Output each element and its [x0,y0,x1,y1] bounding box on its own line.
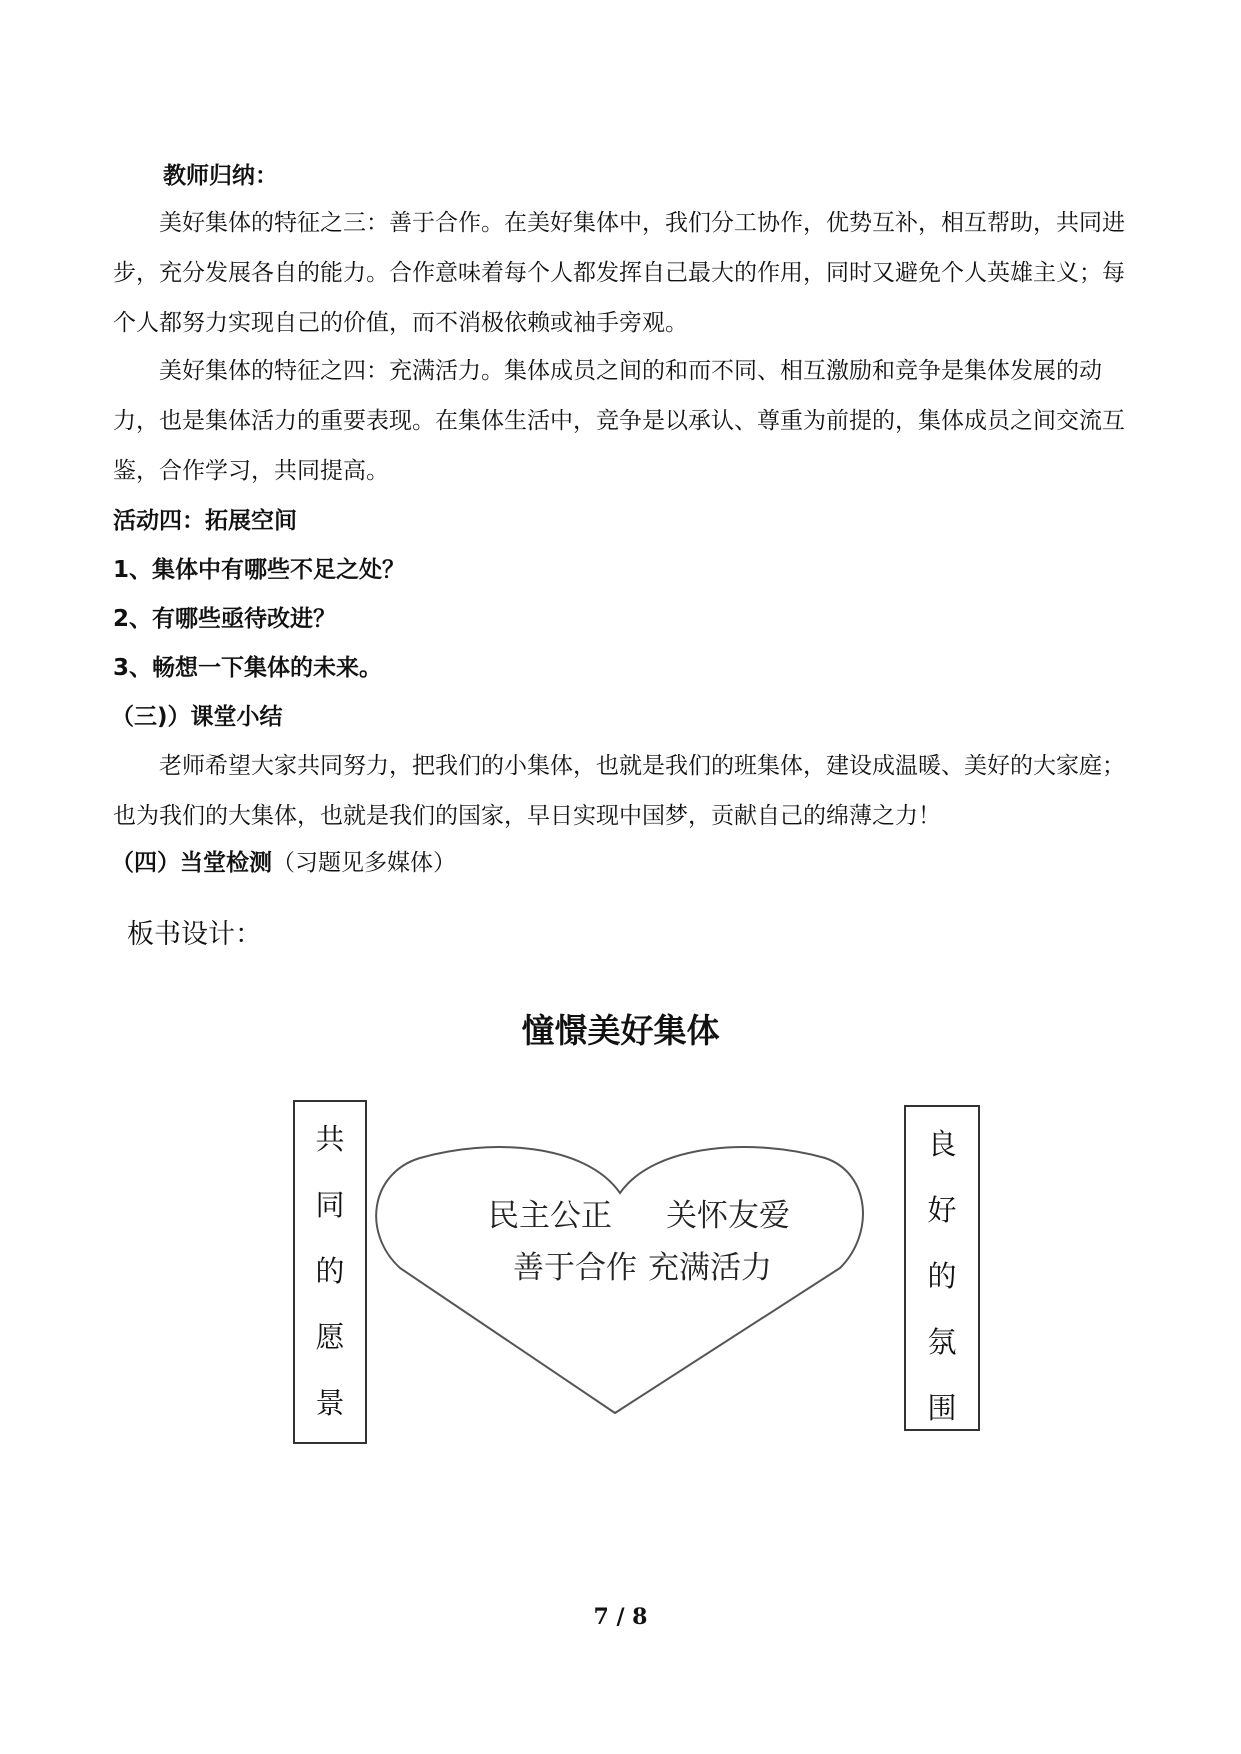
left-box-char: 共 [315,1122,345,1156]
heart-item: 充满活力 [648,1250,772,1286]
activity-four-heading: 活动四：拓展空间 [113,508,297,534]
question-item: 2、有哪些亟待改进？ [113,606,337,632]
right-box-char: 氛 [927,1325,957,1359]
left-vertical-box [293,1100,367,1444]
section-four-heading: （四）当堂检测 [111,850,272,876]
heart-item: 关怀友爱 [666,1198,790,1234]
section-four-note: （习题见多媒体） [272,850,456,876]
right-box-char: 好 [927,1193,957,1227]
board-design-heading: 板书设计： [127,919,262,950]
teacher-summary-heading: 教师归纳： [163,163,278,189]
heart-item: 善于合作 [513,1250,637,1286]
section-three-heading: （三)）课堂小结 [111,704,283,730]
page-number: 7 / 8 [593,1604,648,1630]
right-box-char: 良 [927,1127,957,1161]
board-title: 憧憬美好集体 [521,1011,720,1050]
heart-item: 民主公正 [488,1198,612,1234]
left-box-char: 的 [315,1254,345,1288]
question-item: 3、畅想一下集体的未来。 [113,655,383,681]
right-vertical-box [904,1105,980,1431]
section-four-line [111,838,1141,888]
left-box-char: 景 [315,1386,345,1420]
left-box-char: 同 [315,1188,345,1222]
question-item: 1、集体中有哪些不足之处？ [113,557,406,583]
left-box-char: 愿 [315,1320,345,1354]
paragraph-feature-four: 美好集体的特征之四：充满活力。集体成员之间的和而不同、相互激励和竞争是集体发展的动力，也是集体活力的重要表现。在集体生活中，竞争是以承认、尊重为前提的，集体成员之间交流互鉴，合作学习，共同提高。 [113,358,1125,484]
right-box-char: 围 [927,1391,957,1425]
right-box-char: 的 [927,1259,957,1293]
paragraph-summary: 老师希望大家共同努力，把我们的小集体，也就是我们的班集体，建设成温暖、美好的大家庭；也为我们的大集体，也就是我们的国家，早日实现中国梦，贡献自己的绵薄之力！ [113,753,1125,829]
paragraph-feature-three: 美好集体的特征之三：善于合作。在美好集体中，我们分工协作，优势互补，相互帮助，共同进步，充分发展各自的能力。合作意味着每个人都发挥自己最大的作用，同时又避免个人英雄主义；每个人都努力实现自己的价值，而不消极依赖或袖手旁观。 [113,210,1125,336]
